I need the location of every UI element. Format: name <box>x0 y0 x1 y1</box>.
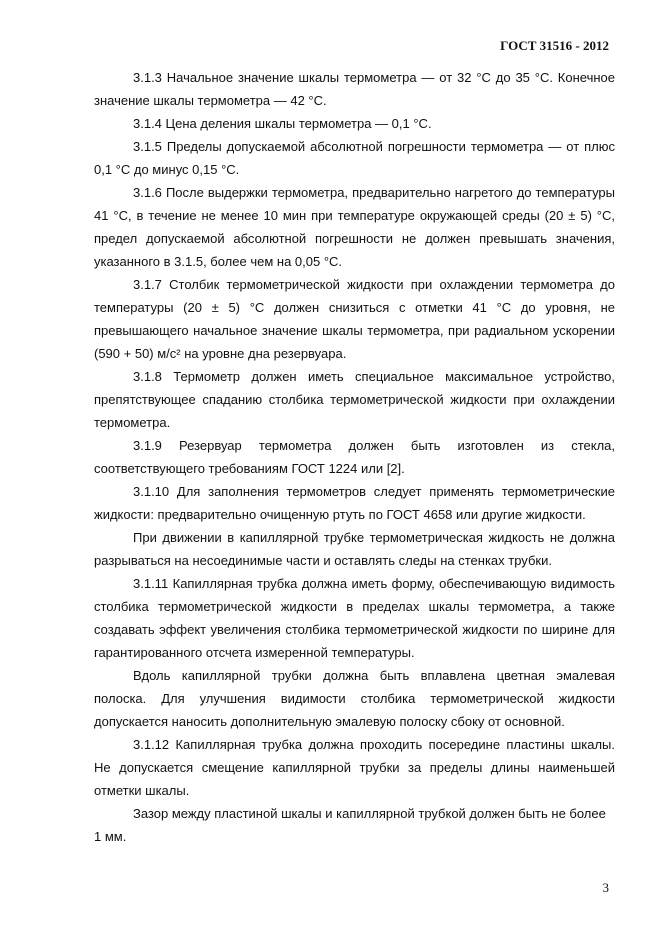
paragraph-3-1-10-cont: При движении в капиллярной трубке термометрическая жидкость не должна разрываться на несоединимые части и оставлять следы на стенках трубки. <box>94 530 615 568</box>
paragraph-3-1-3: 3.1.3 Начальное значение шкалы термометра — от 32 °С до 35 °С. Конечное значение шкалы термометра — 42 °С. <box>94 70 615 108</box>
paragraph-3-1-6: 3.1.6 После выдержки термометра, предварительно нагретого до температуры 41 °С, в течение не менее 10 мин при температуре окружающей среды (20 ± 5) °С, предел допускаемой абсолютной погрешности не должен превышать значения, указанного в 3.1.5, более чем на 0,05 °С. <box>94 185 615 269</box>
paragraph-3-1-11-cont: Вдоль капиллярной трубки должна быть вплавлена цветная эмалевая полоска. Для улучшения видимости столбика термометрической жидкости допускается наносить дополнительную эмалевую полоску сбоку от основной. <box>94 668 615 729</box>
paragraph-3-1-11: 3.1.11 Капиллярная трубка должна иметь форму, обеспечивающую видимость столбика термометрической жидкости в пределах шкалы термометра, а также создавать эффект увеличения столбика термометрической жидкости по ширине для гарантированного отсчета измеренной температуры. <box>94 576 615 660</box>
document-code: ГОСТ 31516 - 2012 <box>500 38 609 53</box>
paragraph-3-1-8: 3.1.8 Термометр должен иметь специальное максимальное устройство, препятствующее спаданию столбика термометрической жидкости при охлаждении термометра. <box>94 369 615 430</box>
page-number: 3 <box>602 880 609 895</box>
document-body <box>94 66 615 848</box>
paragraph-3-1-10: 3.1.10 Для заполнения термометров следует применять термометрические жидкости: предварительно очищенную ртуть по ГОСТ 4658 или другие жидкости. <box>94 484 615 522</box>
paragraph-3-1-12-cont: Зазор между пластиной шкалы и капиллярной трубкой должен быть не более 1 мм. <box>94 806 606 844</box>
paragraph-3-1-12: 3.1.12 Капиллярная трубка должна проходить посередине пластины шкалы. Не допускается смещение капиллярной трубки за пределы длины наименьшей отметки шкалы. <box>94 737 615 798</box>
paragraph-3-1-7: 3.1.7 Столбик термометрической жидкости при охлаждении термометра до температуры (20 ± 5) °С должен снизиться с отметки 41 °С до уровня, не превышающего начальное значение шкалы термометра, при радиальном ускорении (590 + 50) м/с² на уровне дна резервуара. <box>94 277 615 361</box>
paragraph-3-1-5: 3.1.5 Пределы допускаемой абсолютной погрешности термометра — от плюс 0,1 °С до минус 0,15 °С. <box>94 139 615 177</box>
paragraph-3-1-4: 3.1.4 Цена деления шкалы термометра — 0,1 °С. <box>133 116 432 131</box>
paragraph-3-1-9: 3.1.9 Резервуар термометра должен быть изготовлен из стекла, соответствующего требованиям ГОСТ 1224 или [2]. <box>94 438 615 476</box>
